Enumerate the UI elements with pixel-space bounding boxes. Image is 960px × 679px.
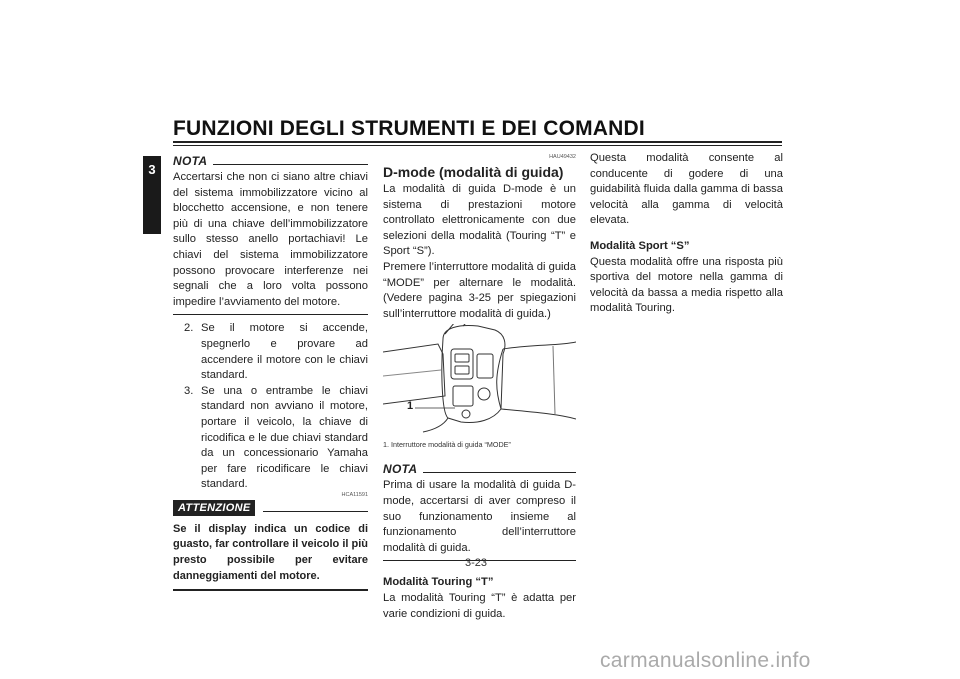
attention-text: Se il display indica un codice di guasto, far controllare il veicolo il più presto possibile per evitare danneggiamenti del motore. <box>173 522 368 582</box>
nota2-text: Prima di usare la modalità di guida D-mode, accertarsi di aver compreso il suo funzionamento insieme al funzionamento dell’interruttore modalità di guida. <box>383 479 576 554</box>
nota2-header <box>383 462 576 476</box>
nota-text: Accertarsi che non ci siano altre chiavi del sistema immobilizzatore vicino al blocchetto accensione, e non tenere più di una chiave dell’immobilizzatore sullo stesso anello portachiavi! Le chiavi del sistema immobilizzatore possono provocare interferenze nei segnali che a loro volta possono impedire l’avviamento del motore. <box>173 171 368 308</box>
list-item: 3. Se una o entrambe le chiavi standard non avviano il motore, portare il veicolo, la chiave di ricodifica e le due chiavi standard da un concessionario Yamaha per fare ricodificare le chiavi standard. <box>184 384 368 491</box>
nota-header <box>173 154 368 168</box>
touring-text: La modalità Touring “T” è adatta per varie condizioni di guida. <box>383 591 576 620</box>
nota-rule <box>213 164 368 165</box>
left-column <box>173 154 368 591</box>
list-item: 2. Se il motore si accende, spegnerlo e provare ad accendere il motore con le chiavi standard. <box>184 322 368 382</box>
touring-heading: Modalità Touring “T” <box>383 576 494 589</box>
attention-label: ATTENZIONE <box>173 500 255 516</box>
handlebar-switch-illustration <box>383 324 576 434</box>
attention-rule <box>263 511 368 512</box>
steps-list <box>173 321 368 493</box>
chapter-number: 3 <box>148 162 156 177</box>
chapter-tab <box>143 156 161 234</box>
section-code: HAU49432 <box>549 154 576 160</box>
sport-text: Questa modalità offre una risposta più sportiva del motore nella gamma di velocità da bassa a media rispetto alla modalità Touring. <box>590 255 783 315</box>
touring-text-cont: Questa modalità consente al conducente di godere di una guidabilità fluida dalla gamma di bassa velocità alla gamma di velocità elevata. <box>590 152 783 227</box>
nota-label: NOTA <box>173 154 208 168</box>
dmode-intro: La modalità di guida D-mode è un sistema di prestazioni motore controllato elettronicamente con due selezioni della modalità (Touring “T” e Sport “S”). Premere l’interruttore modalità di guida “MODE” per alternare le modalità. (Vedere pagina 3-25 per spiegazioni sull’interruttore modalità di guida.) <box>383 183 576 320</box>
sport-heading: Modalità Sport “S” <box>590 239 690 252</box>
figure-caption: 1. Interruttore modalità di guida “MODE” <box>383 440 511 450</box>
attention-header <box>173 491 368 518</box>
page-title: FUNZIONI DEGLI STRUMENTI E DEI COMANDI <box>173 117 645 140</box>
right-column <box>590 151 783 317</box>
middle-column <box>383 145 576 622</box>
figure-callout: 1 <box>407 400 414 413</box>
title-rule <box>173 141 782 143</box>
attention-code: HCA11591 <box>341 491 368 498</box>
nota2-rule <box>423 472 576 473</box>
nota2-label: NOTA <box>383 462 418 477</box>
watermark: carmanualsonline.info <box>600 649 811 672</box>
mode-switch-figure <box>383 324 576 434</box>
attention-end-rule <box>173 589 368 591</box>
section-title: D-mode (modalità di guida) <box>383 164 564 180</box>
nota-end-rule <box>173 314 368 315</box>
page-number: 3-23 <box>465 557 488 569</box>
